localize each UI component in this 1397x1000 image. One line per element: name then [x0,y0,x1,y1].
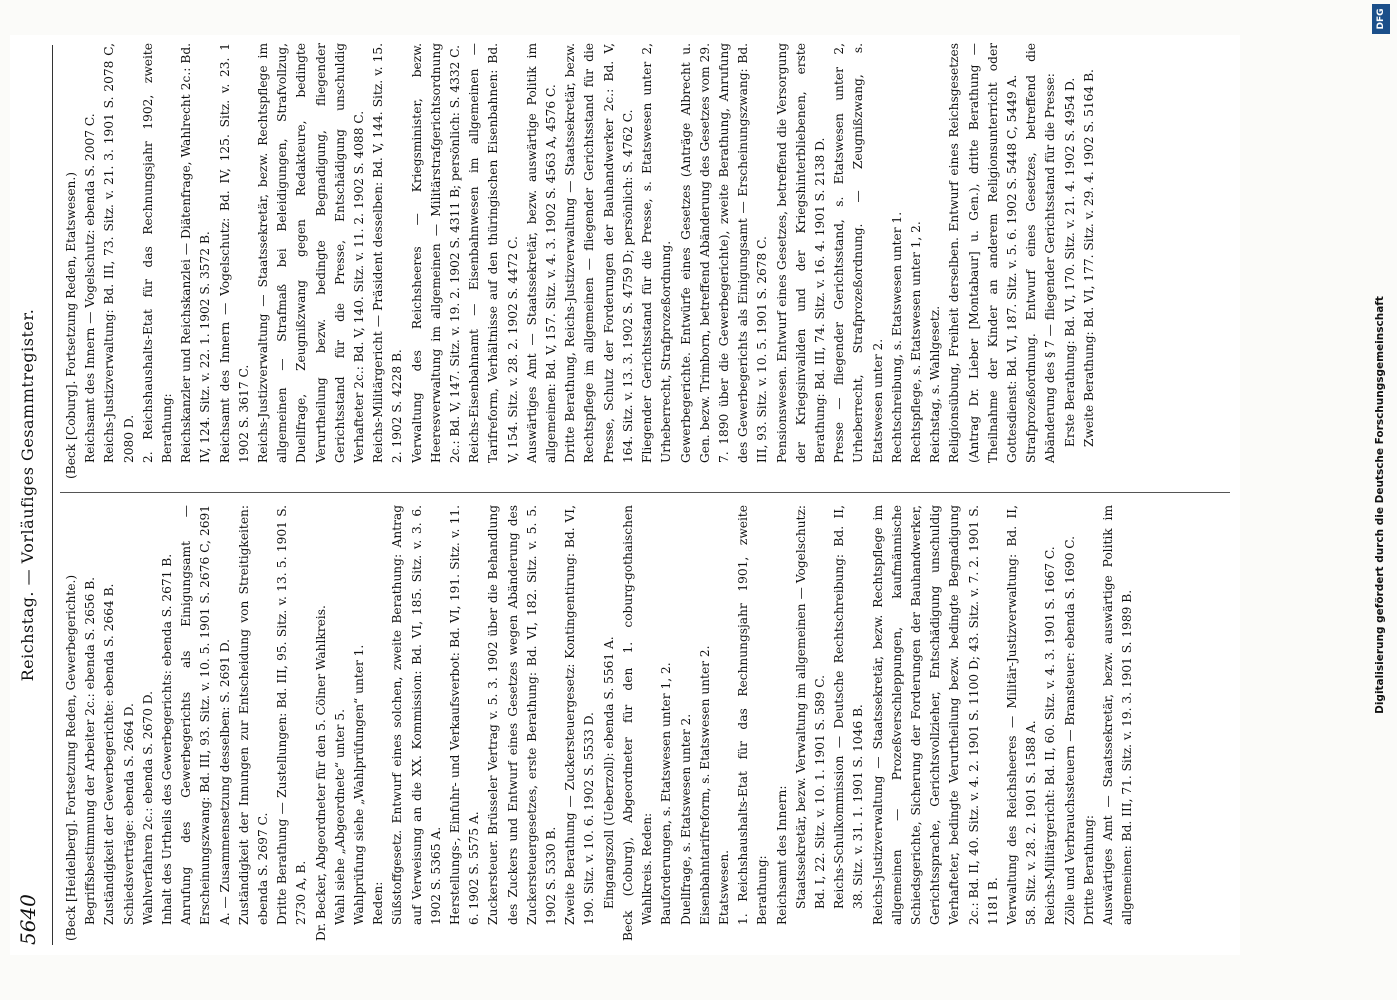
index-entry: Eingangszoll (Ueberzoll): ebenda S. 5561 A. [601,636,616,909]
right-column [62,43,1099,479]
index-entry: Dr. Becker, Abgeordneter für den 5. Cölner Wahlkreis. [313,605,328,941]
index-entry: Verwaltung des Reichsheeres — Kriegsminister, bezw. Heeresverwaltung im allgemeinen — Militärstrafgerichtsordnung 2c.: Bd. V, 147. Sitz. v. 19. 2. 1902 S. 4311 B; persönlich: S. 4332 C. [409,43,463,463]
dfg-logo [1372,4,1390,34]
index-entry: Presse — fliegender Gerichtsstand, s. Etatswesen unter 2, Urheberrecht, Strafprozeßordnung. — Zeugnißzwang, s. Etatswesen unter 2. [832,43,885,463]
index-entry: Begriffsbestimmung der Arbeiter 2c.: ebenda S. 2656 B. [83,576,98,925]
index-entry: Dritte Berathung: [1081,815,1096,925]
index-entry: Gewerbegerichte. Entwürfe eines Gesetzes (Anträge Albrecht u. Gen. bezw. Trimborn, betreffend Abänderung des Gesetzes vom 29. 7. 1890 über die Gewerbegerichte), zweite Berathung, Anrufung des Gewerbegerichts als Einigungsamt — Erscheinungszwang: Bd. III, 93. Sitz. v. 10. 5. 1901 S. 2678 C. [678,43,770,463]
index-entry: Zweite Berathung: Bd. VI, 177. Sitz. v. 29. 4. 1902 S. 5164 B. [1081,69,1096,447]
index-entry: Zuckersteuer. Brüsseler Vertrag v. 5. 3. 1902 über die Behandlung des Zuckers und Entwurf eines Gesetzes wegen Abänderung des Zuckersteuergesetzes, erste Berathung: Bd. VI, 182. Sitz. v. 5. 5. 1902 S. 5330 B. [486,505,559,925]
index-entry: Reden: [371,881,386,925]
index-entry: Reichs-Schulkommission — Deutsche Rechtschreibung: Bd. II, 38. Sitz. v. 31. 1. 1901 S. 1046 B. [832,505,866,909]
index-entry: Zuständigkeit der Gewerbegerichte: ebenda S. 2664 B. [102,583,117,925]
page-number: 5640 [16,894,40,945]
index-entry: Reichstag, s. Wahlgesetz. [928,305,943,463]
index-entry: Reichs-Eisenbahnamt — Eisenbahnwesen im allgemeinen — Tarifreform, Verhältnisse auf den thüringischen Eisenbahnen: Bd. V, 154. Sitz. v. 28. 2. 1902 S. 4472 C. [467,43,520,463]
index-entry: Wahlprüfung siehe „Wahlprüfungen“ unter 1. [352,644,367,925]
left-column [62,505,1137,941]
index-entry: Eisenbahntarifreform, s. Etatswesen unter 2. [697,645,712,925]
index-entry: Reichskanzler und Reichskanzlei — Diätenfrage, Wahlrecht 2c.: Bd. IV, 124. Sitz. v. 22. 1. 1902 S. 3572 B. [179,43,213,463]
index-entry: Rechtschreibung, s. Etatswesen unter 1. [889,211,904,463]
index-entry: Anrufung des Gewerbegerichts als Einigungsamt — Erscheinungszwang: Bd. III, 93. Sitz. v. 10. 5. 1901 S. 2676 C, 2691 A. — Zusammensetzung desselben: S. 2691 D. [179,505,232,925]
index-entry: Reichs-Justizverwaltung — Staatssekretär, bezw. Rechtspflege im allgemeinen — Prozeßverschleppungen, kaufmännische Schiedsgerichte, Sicherung der Forderungen der Bauhandwerker, Gerichtssprache, Gerichtsvollzieher, Entschädigung unschuldig Verhafteter, bedingte Verurtheilung bezw. bedingte Begnadigung 2c.: Bd. II, 40. Sitz. v. 4. 2. 1901 S. 1100 D; 43. Sitz. v. 7. 2. 1901 S. 1181 B. [870,505,1000,925]
index-entry: 2. Reichshaushalts-Etat für das Rechnungsjahr 1902, zweite Berathung: [140,43,175,463]
index-entry: Dritte Berathung — Zustellungen: Bd. III, 95. Sitz. v. 13. 5. 1901 S. 2730 A, B. [275,505,309,925]
index-entry: (Beck [Heidelberg]. Fortsetzung Reden, Gewerbegerichte.) [64,574,78,941]
index-entry: Staatssekretär, bezw. Verwaltung im allgemeinen — Vogelschutz: Bd. I, 22. Sitz. v. 10. 1. 1901 S. 589 C. [793,505,827,909]
index-entry: Pensionswesen. Entwurf eines Gesetzes, betreffend die Versorgung der Kriegsinvaliden und der Kriegshinterbliebenen, erste Berathung: Bd. III, 74. Sitz. v. 16. 4. 1901 S. 2138 D. [774,43,827,463]
index-entry: Rechtspflege, s. Etatswesen unter 1, 2. [908,221,923,463]
index-entry: Reichs-Justizverwaltung — Staatssekretär, bezw. Rechtspflege im allgemeinen — Strafmaß bei Beleidigungen, Strafvollzug, Duellfrage, Zeugnißzwang gegen Redakteure, bedingte Verurtheilung bezw. bedingte Begnadigung, fliegender Gerichtsstand für die Presse, Entschädigung unschuldig Verhafteter 2c.: Bd. V, 140. Sitz. v. 11. 2. 1902 S. 4088 C. [256,43,367,463]
index-entry: Reichs-Militärgericht: Bd. II, 60. Sitz. v. 4. 3. 1901 S. 1667 C. [1043,546,1058,925]
index-entry: Reichs-Militärgericht — Präsident desselben: Bd. V, 144. Sitz. v. 15. 2. 1902 S. 4228 B. [371,43,405,463]
index-entry: Herstellungs-, Einfuhr- und Verkaufsverbot: Bd. VI, 191. Sitz. v. 11. 6. 1902 S. 5575 A. [448,505,482,925]
index-entry: Reichs-Justizverwaltung: Bd. III, 73. Sitz. v. 21. 3. 1901 S. 2078 C, 2080 D. [102,43,136,463]
index-entry: Zweite Berathung — Zuckersteuergesetz: Kontingentirung: Bd. VI, 190. Sitz. v. 10. 6. 1902 S. 5533 D. [563,505,597,925]
side-note-text: Digitalisierung gefördert durch die Deutsche Forschungsgemeinschaft [1374,296,1386,714]
index-entry: Reichsamt des Innern: [774,785,789,925]
index-entry: Wahlverfahren 2c.: ebenda S. 2670 D. [140,690,155,925]
index-entry: Fliegender Gerichtsstand für die Presse, s. Etatswesen unter 2, Urheberrecht, Strafprozeßordnung. [640,43,674,463]
index-entry: Wahl siehe „Abgeordnete“ unter 5. [332,709,347,925]
index-entry: (Beck [Coburg]. Fortsetzung Reden, Etatswesen.) [64,171,78,479]
running-title: Reichstag. — Vorläufiges Gesammtregister. [18,308,37,682]
index-entry: Erste Berathung: Bd. VI, 170. Sitz. v. 21. 4. 1902 S. 4954 D. [1062,77,1077,447]
index-entry: Auswärtiges Amt — Staatssekretär, bezw. auswärtige Politik im allgemeinen: Bd. V, 157. Sitz. v. 4. 3. 1902 S. 4563 A, 4576 C. [524,43,559,463]
index-entry: Etatswesen. [716,849,731,925]
index-entry: Reichsamt des Innern — Vogelschutz: Bd. IV, 125. Sitz. v. 23. 1 1902 S. 3617 C. [217,43,251,463]
index-entry: Schiedsverträge: ebenda S. 2664 D. [121,703,136,925]
index-entry: Religionsübung, Freiheit derselben. Entwurf eines Reichsgesetzes (Antrag Dr. Lieber [Montabaur] u. Gen.), dritte Berathung — Theilnahme der Kinder an anderem Religionsunterricht oder Gottesdienst: Bd. VI, 187. Sitz. v. 5. 6. 1902 S. 5448 C, 5449 A. [947,43,1019,463]
index-entry: Auswärtiges Amt — Staatssekretär, bezw. auswärtige Politik im allgemeinen: Bd. III, 71. Sitz. v. 19. 3. 1901 S. 1989 B. [1100,505,1135,925]
side-note [1370,40,1390,970]
page-header [16,45,46,945]
index-entry: Inhalt des Urtheils des Gewerbegerichts: ebenda S. 2671 B. [160,553,175,925]
index-entry: Verwaltung des Reichsheeres — Militär-Justizverwaltung: Bd. II, 58. Sitz. v. 28. 2. 1901 S. 1588 A. [1004,505,1039,925]
rotated-document-page [10,35,1240,955]
dfg-logo-text: DFG [1376,8,1386,30]
index-entry: 1. Reichshaushalts-Etat für das Rechnungsjahr 1901, zweite Berathung: [736,505,770,925]
index-entry: Bauforderungen, s. Etatswesen unter 1, 2. [659,662,674,925]
index-entry: Zölle und Verbrauchssteuern — Bransteuer: ebenda S. 1690 C. [1062,536,1077,925]
column-divider [60,492,1230,493]
header-rule [52,45,53,945]
index-entry: Beck (Coburg), Abgeordneter für den 1. coburg-gothaischen Wahlkreis. Reden: [620,505,655,941]
index-entry: Dritte Berathung, Reichs-Justizverwaltung — Staatssekretär, bezw. Rechtspflege im allgemeinen — fliegender Gerichtsstand für die Presse, Schutz der Forderungen der Bauhandwerker 2c.: Bd. V, 164. Sitz. v. 13. 3. 1902 S. 4759 D; persönlich: S. 4762 C. [563,43,635,463]
index-entry: Süßstoffgesetz. Entwurf eines solchen, zweite Berathung: Antrag auf Verweisung an die XX. Kommission: Bd. VI, 185. Sitz. v. 3. 6. 1902 S. 5365 A. [390,505,443,925]
index-entry: Duellfrage, s. Etatswesen unter 2. [678,713,693,925]
index-entry: Reichsamt des Innern — Vogelschutz: ebenda S. 2007 C. [83,113,98,463]
index-entry: Zuständigkeit der Innungen zur Entscheidung von Streitigkeiten: ebenda S. 2697 C. [236,505,271,925]
index-entry: Strafprozeßordnung. Entwurf eines Gesetzes, betreffend die Abänderung des § 7 — fliegender Gerichtsstand für die Presse: [1024,43,1058,463]
